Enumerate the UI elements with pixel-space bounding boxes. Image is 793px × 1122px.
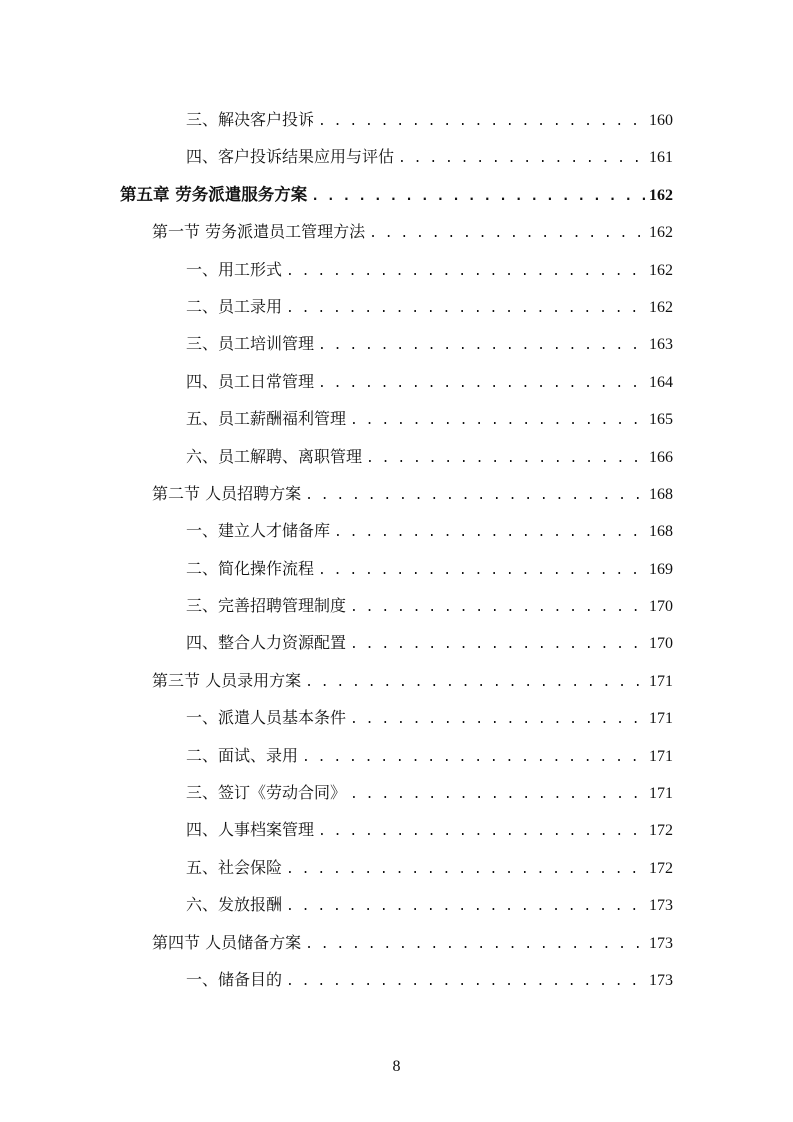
toc-entry-label: 一、储备目的 (186, 969, 283, 989)
toc-entry-label: 第四节 人员储备方案 (152, 932, 302, 952)
toc-entry-page: 173 (649, 971, 673, 989)
toc-entry-page: 172 (649, 859, 673, 877)
toc-entry-label: 第三节 人员录用方案 (152, 670, 302, 690)
toc-entry-line (186, 400, 673, 439)
toc-entry-page: 168 (649, 523, 673, 541)
toc-leader-dots (366, 440, 645, 477)
toc-entry[interactable] (0, 138, 793, 175)
toc-entry-page: 161 (649, 149, 673, 167)
toc-leader-dots (318, 365, 645, 402)
toc-leader-dots (350, 626, 645, 663)
toc-entry-line (186, 101, 673, 140)
toc-entry-label: 四、整合人力资源配置 (186, 633, 347, 653)
toc-entry-line (186, 624, 673, 663)
toc-entry[interactable] (0, 587, 793, 624)
toc-entry[interactable] (0, 699, 793, 736)
toc-entry-line (186, 512, 673, 551)
toc-entry-line (186, 363, 673, 402)
toc-entry[interactable] (0, 400, 793, 437)
toc-entry-label: 三、解决客户投诉 (186, 110, 315, 129)
toc-entry-page: 173 (649, 934, 673, 952)
toc-entry-line (186, 811, 673, 850)
toc-entry[interactable] (0, 251, 793, 288)
toc-entry-page: 173 (649, 897, 673, 915)
toc-leader-dots (286, 888, 645, 925)
toc-leader-dots (318, 552, 645, 589)
toc-entry-line (186, 550, 673, 589)
toc-leader-dots (318, 327, 645, 364)
toc-entry-label: 第二节 人员招聘方案 (152, 483, 302, 503)
toc-leader-dots (286, 851, 645, 888)
toc-entry-line (186, 325, 673, 364)
toc-entry[interactable] (0, 101, 793, 138)
toc-entry-line (186, 737, 673, 776)
toc-leader-dots (318, 103, 645, 140)
toc-entry-page: 169 (649, 560, 673, 578)
toc-entry[interactable] (0, 512, 793, 549)
toc-entry-label: 一、建立人才储备库 (186, 521, 331, 541)
toc-entry-label: 二、员工录用 (186, 296, 283, 316)
toc-leader-dots (350, 776, 645, 813)
toc-entry-label: 三、员工培训管理 (186, 334, 315, 354)
toc-entry[interactable] (0, 774, 793, 811)
toc-entry-label: 三、签订《劳动合同》 (186, 783, 347, 803)
toc-entry-page: 162 (649, 298, 673, 316)
toc-entry-label: 六、员工解聘、离职管理 (186, 446, 363, 466)
toc-entry-label: 一、派遣人员基本条件 (186, 708, 347, 728)
toc-entry-page: 166 (649, 448, 673, 466)
toc-entry-page: 164 (649, 373, 673, 391)
toc-entry-page: 172 (649, 822, 673, 840)
toc-entry-label: 二、面试、录用 (186, 745, 299, 765)
toc-leader-dots (286, 963, 645, 1000)
toc-entry[interactable] (0, 288, 793, 325)
toc-leader-dots (305, 664, 645, 701)
toc-entry-line (120, 176, 673, 215)
toc-entry-line (152, 924, 673, 963)
toc-entry[interactable] (0, 325, 793, 362)
toc-entry-label: 三、完善招聘管理制度 (186, 596, 347, 616)
toc-entry[interactable] (0, 961, 793, 998)
toc-entry-label: 第一节 劳务派遣员工管理方法 (152, 222, 366, 242)
toc-entry-line (186, 699, 673, 738)
toc-entry-line (186, 438, 673, 477)
toc-entry-page: 171 (649, 747, 673, 765)
toc-leader-dots (286, 290, 645, 327)
table-of-contents (0, 101, 793, 998)
toc-leader-dots (334, 514, 645, 551)
toc-entry-label: 五、社会保险 (186, 857, 283, 877)
toc-entry-page: 170 (649, 635, 673, 653)
toc-entry[interactable] (0, 849, 793, 886)
toc-entry[interactable] (0, 811, 793, 848)
toc-entry[interactable] (0, 662, 793, 699)
toc-entry[interactable] (0, 624, 793, 661)
toc-entry-page: 168 (649, 485, 673, 503)
toc-entry-page: 171 (649, 672, 673, 690)
toc-entry[interactable] (0, 886, 793, 923)
toc-entry-label: 第五章 劳务派遣服务方案 (120, 184, 308, 204)
toc-entry-label: 一、用工形式 (186, 259, 283, 279)
toc-entry[interactable] (0, 550, 793, 587)
toc-entry-line (186, 251, 673, 290)
toc-leader-dots (302, 739, 645, 776)
toc-entry-line (152, 213, 673, 252)
toc-entry-line (152, 475, 673, 514)
toc-entry[interactable] (0, 438, 793, 475)
toc-entry[interactable] (0, 924, 793, 961)
toc-entry-line (186, 774, 673, 813)
toc-entry[interactable] (0, 475, 793, 512)
toc-leader-dots (311, 178, 645, 215)
toc-leader-dots (305, 477, 645, 514)
toc-entry-page: 162 (649, 224, 673, 242)
toc-entry-page: 160 (649, 112, 673, 129)
toc-leader-dots (305, 926, 645, 963)
toc-entry-line (186, 849, 673, 888)
toc-entry-page: 165 (649, 411, 673, 429)
toc-leader-dots (350, 701, 645, 738)
toc-entry-label: 四、客户投诉结果应用与评估 (186, 147, 395, 167)
toc-entry-label: 四、人事档案管理 (186, 820, 315, 840)
toc-entry-page: 162 (649, 261, 673, 279)
toc-entry-line (186, 961, 673, 1000)
toc-entry-label: 二、简化操作流程 (186, 558, 315, 578)
toc-entry-label: 四、员工日常管理 (186, 371, 315, 391)
toc-entry-page: 163 (649, 336, 673, 354)
toc-entry-line (186, 138, 673, 177)
toc-entry-label: 六、发放报酬 (186, 895, 283, 915)
toc-entry-page: 162 (649, 186, 673, 204)
toc-leader-dots (318, 813, 645, 850)
toc-entry[interactable] (0, 176, 793, 213)
toc-leader-dots (369, 215, 645, 252)
page-number: 8 (392, 1058, 401, 1075)
toc-entry-page: 171 (649, 710, 673, 728)
toc-entry-line (186, 587, 673, 626)
toc-entry-page: 170 (649, 598, 673, 616)
toc-entry-line (186, 886, 673, 925)
toc-leader-dots (286, 253, 645, 290)
toc-entry-page: 171 (649, 785, 673, 803)
toc-entry[interactable] (0, 363, 793, 400)
toc-entry-label: 五、员工薪酬福利管理 (186, 409, 347, 429)
toc-entry[interactable] (0, 737, 793, 774)
toc-entry-line (186, 288, 673, 327)
toc-leader-dots (350, 402, 645, 439)
toc-entry-line (152, 662, 673, 701)
toc-entry[interactable] (0, 213, 793, 250)
toc-leader-dots (398, 140, 645, 177)
toc-leader-dots (350, 589, 645, 626)
